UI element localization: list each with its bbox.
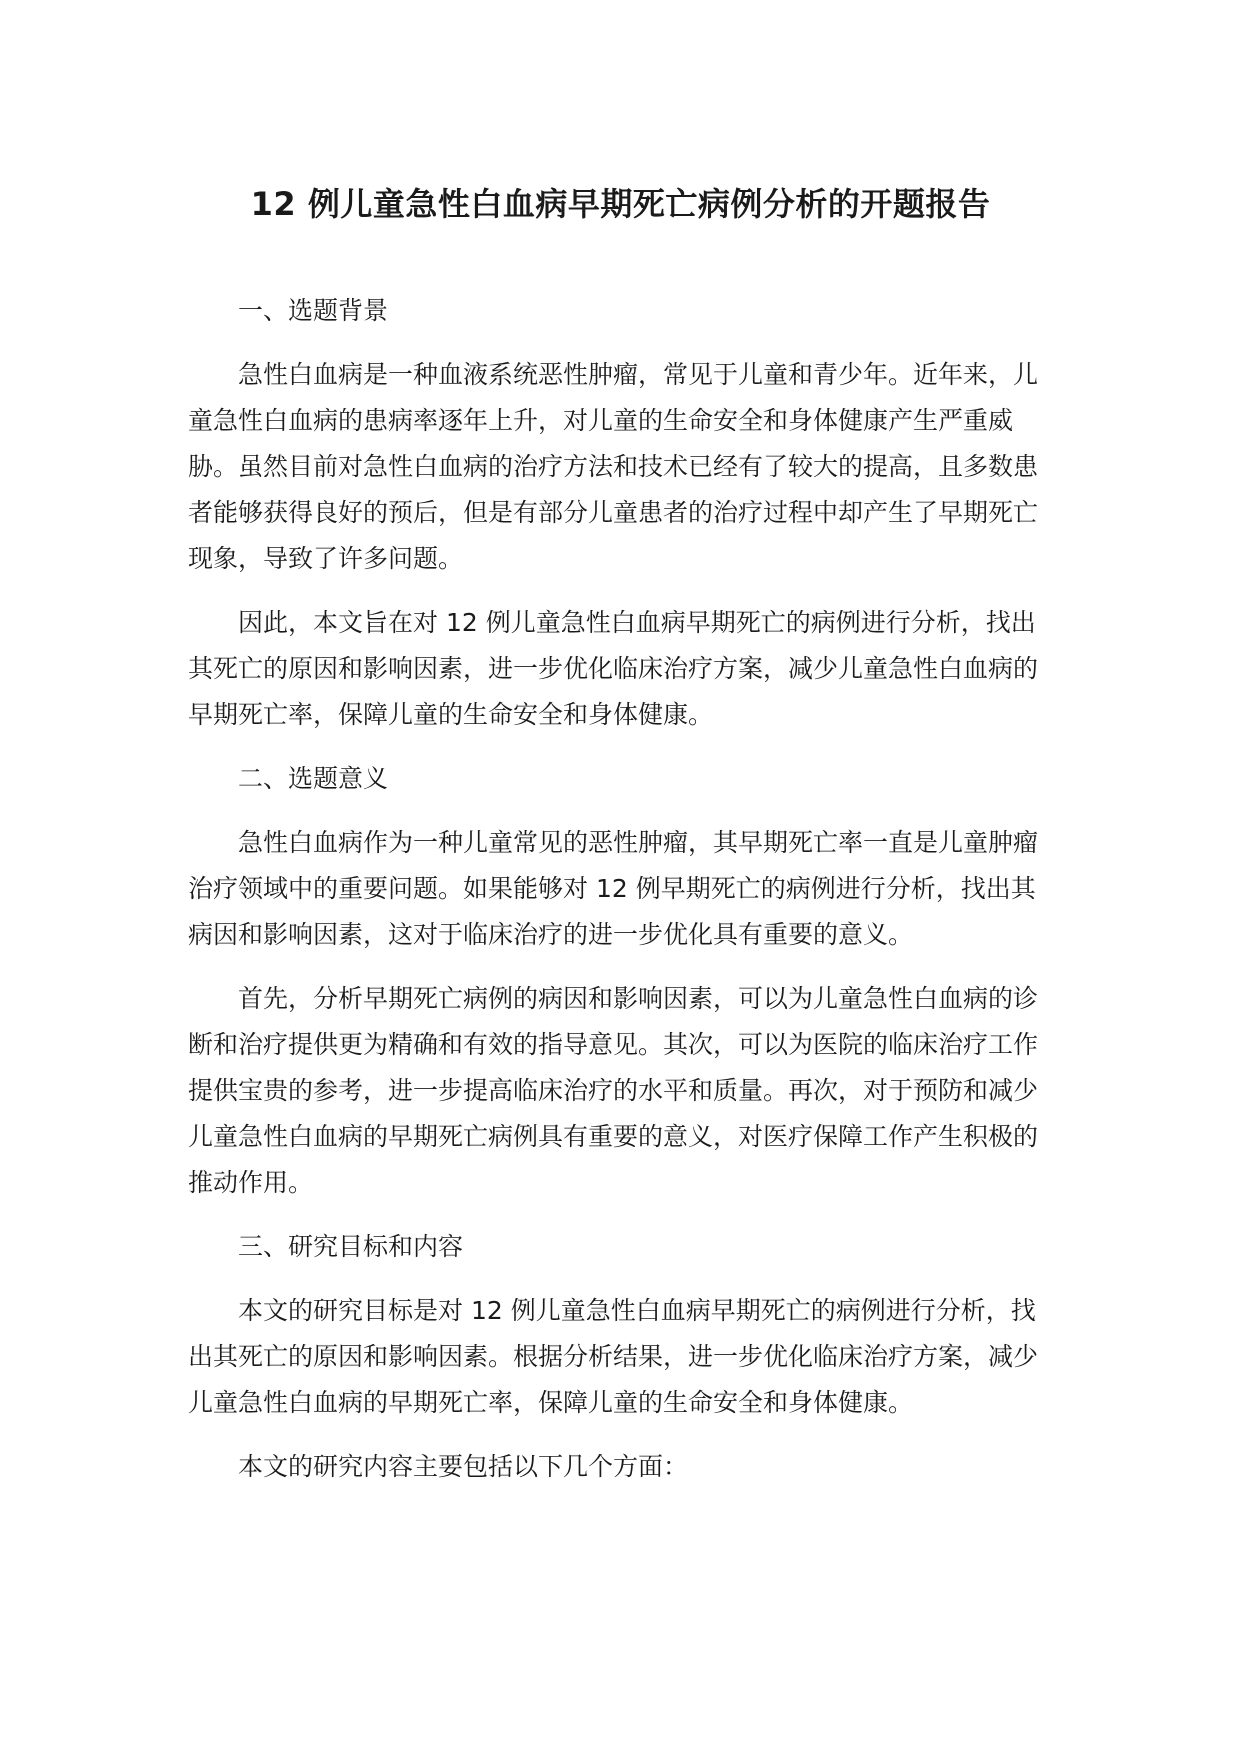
- document-body: [188, 288, 1060, 1508]
- paragraph: 急性白血病是一种血液系统恶性肿瘤，常见于儿童和青少年。近年来，儿童急性白血病的患病率逐年上升，对儿童的生命安全和身体健康产生严重威胁。虽然目前对急性白血病的治疗方法和技术已经有了较大的提高，且多数患者能够获得良好的预后，但是有部分儿童患者的治疗过程中却产生了早期死亡现象，导致了许多问题。: [188, 360, 1039, 573]
- document-title: 12 例儿童急性白血病早期死亡病例分析的开题报告: [250, 185, 991, 223]
- paragraph: 本文的研究内容主要包括以下几个方面：: [238, 1452, 689, 1481]
- section-heading-significance: 二、选题意义: [238, 764, 389, 793]
- paragraph: 首先，分析早期死亡病例的病因和影响因素，可以为儿童急性白血病的诊断和治疗提供更为精确和有效的指导意见。其次，可以为医院的临床治疗工作提供宝贵的参考，进一步提高临床治疗的水平和质量。再次，对于预防和减少儿童急性白血病的早期死亡病例具有重要的意义，对医疗保障工作产生积极的推动作用。: [188, 984, 1039, 1197]
- paragraph: 急性白血病作为一种儿童常见的恶性肿瘤，其早期死亡率一直是儿童肿瘤治疗领域中的重要问题。如果能够对 12 例早期死亡的病例进行分析，找出其病因和影响因素，这对于临床治疗的进一步优化具有重要的意义。: [188, 828, 1039, 949]
- section-heading-objectives: 三、研究目标和内容: [238, 1232, 464, 1261]
- paragraph: 本文的研究目标是对 12 例儿童急性白血病早期死亡的病例进行分析，找出其死亡的原因和影响因素。根据分析结果，进一步优化临床治疗方案，减少儿童急性白血病的早期死亡率，保障儿童的生命安全和身体健康。: [188, 1296, 1039, 1417]
- section-heading-background: 一、选题背景: [238, 296, 389, 325]
- paragraph: 因此，本文旨在对 12 例儿童急性白血病早期死亡的病例进行分析，找出其死亡的原因和影响因素，进一步优化临床治疗方案，减少儿童急性白血病的早期死亡率，保障儿童的生命安全和身体健康。: [188, 608, 1039, 729]
